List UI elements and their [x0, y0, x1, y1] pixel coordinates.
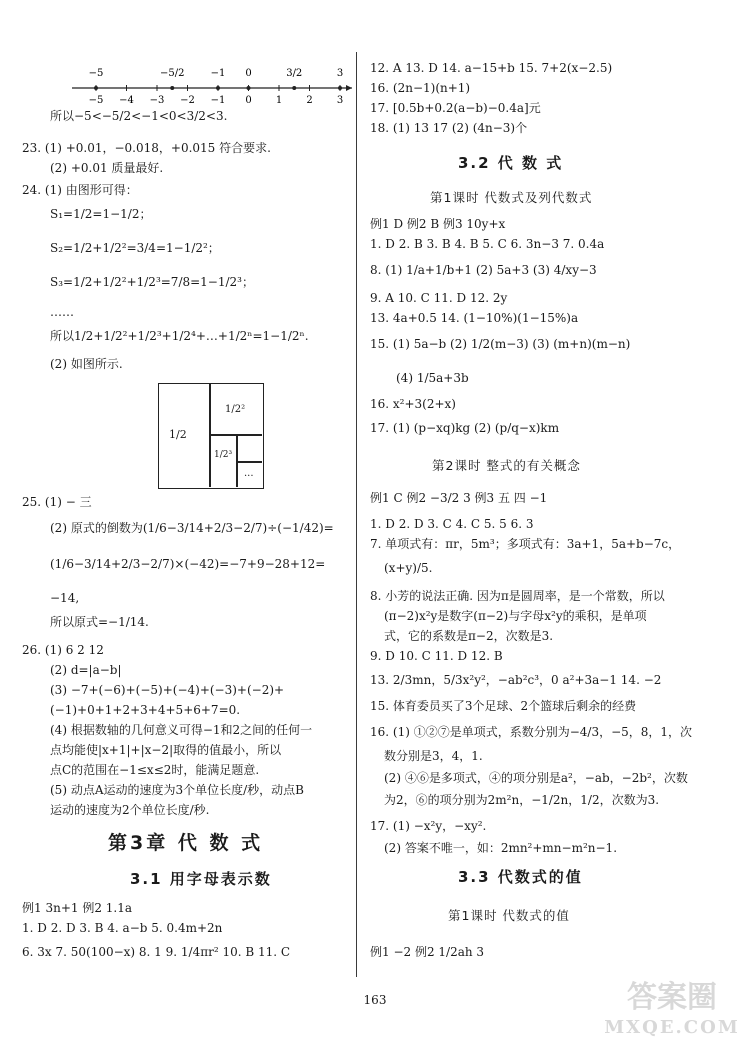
section-3-1-examples: 例1 3n+1 例2 1.1a — [22, 901, 133, 915]
s2-formula: S₂=1/2+1/2²=3/4=1−1/2²； — [50, 241, 220, 255]
lesson-2-answer-16-2: (2) ④⑥是多项式，④的项分别是a²，−ab，−2b²，次数 — [384, 771, 688, 785]
number-line-tick-label: −4 — [119, 95, 134, 106]
lesson-2-title: 第2课时 整式的有关概念 — [432, 458, 581, 473]
figure-label-quarter: 1/2² — [225, 404, 246, 415]
s1-formula: S₁=1/2=1−1/2； — [50, 207, 152, 221]
answer-24-1: 24. (1) 由图形可得： — [22, 183, 138, 197]
number-line-point — [292, 86, 296, 90]
lesson-2-answer-8-end: 式，它的系数是π−2，次数是3. — [384, 629, 554, 643]
lesson-1-answers-9-12: 9. A 10. C 11. D 12. 2y — [370, 291, 508, 305]
lesson-2-answer-8-cont: (π−2)x²y是数字(π−2)与字母x²y的乘积，是单项 — [384, 609, 647, 623]
answer-25-2: (2) 原式的倒数为(1/6−3/14+2/3−2/7)÷(−1/42)= — [50, 521, 334, 535]
number-line-point-label: −5 — [88, 68, 104, 79]
answers-12-15: 12. A 13. D 14. a−15+b 15. 7+2(x−2.5) — [370, 61, 613, 75]
lesson-2-answer-16-1-cont: 数分别是3，4，1. — [384, 749, 483, 763]
lesson-1-answers-13-14: 13. 4a+0.5 14. (1−10%)(1−15%)a — [370, 311, 579, 325]
figure-label-dots: ... — [244, 468, 254, 479]
answer-26-4-cont: 点均能使|x+1|+|x−2|取得的值最小，所以 — [50, 743, 282, 757]
number-line-point — [216, 86, 220, 90]
lesson-2-examples: 例1 C 例2 −3/2 3 例3 五 四 −1 — [370, 491, 548, 505]
answer-23-2: (2) +0.01 质量最好. — [50, 161, 164, 175]
answer-17: 17. [0.5b+0.2(a−b)−0.4a]元 — [370, 101, 541, 115]
lesson-2-answer-7-cont: (x+y)/5. — [384, 561, 433, 575]
number-line-point — [94, 86, 98, 90]
lesson-2-answer-8: 8. 小芳的说法正确. 因为π是圆周率，是一个常数，所以 — [370, 589, 665, 603]
number-line-point — [247, 86, 251, 90]
answer-25-final: 所以原式=−1/14. — [50, 615, 149, 629]
sum-formula: 所以1/2+1/2²+1/2³+1/2⁴+…+1/2ⁿ=1−1/2ⁿ. — [50, 329, 309, 343]
number-line-tick-label: 0 — [245, 95, 252, 106]
answer-26-1: 26. (1) 6 2 12 — [22, 643, 104, 657]
ellipsis-line: …… — [50, 305, 74, 319]
square-figure — [158, 383, 264, 489]
lesson-2-answer-16-2-cont: 为2，⑥的项分别为2m²n，−1/2n，1/2，次数为3. — [384, 793, 660, 807]
figure-label-eighth: 1/2³ — [214, 450, 233, 460]
lesson-2-answer-7: 7. 单项式有：πr，5m³；多项式有：3a+1，5a+b−7c， — [370, 537, 681, 551]
answer-26-3-cont: (−1)+0+1+2+3+4+5+6+7=0. — [50, 703, 241, 717]
answer-25-2-result: −14, — [50, 591, 80, 605]
watermark-line2: MXQE.COM — [604, 1017, 740, 1038]
lesson-2-answer-16-1: 16. (1) ①②⑦是单项式，系数分别为−4/3，−5，8，1，次 — [370, 725, 693, 739]
section-3-3-title: 3.3 代数式的值 — [458, 868, 583, 886]
figure-label-half: 1/2 — [169, 428, 187, 441]
watermark-line1: 答案圈 — [627, 980, 717, 1015]
answer-26-2: (2) d=|a−b| — [50, 663, 122, 677]
lesson-1-answers-1-7: 1. D 2. B 3. B 4. B 5. C 6. 3n−3 7. 0.4a — [370, 237, 605, 251]
watermark — [604, 971, 742, 1041]
number-line-point-label: −5/2 — [160, 68, 185, 79]
answer-16: 16. (2n−1)(n+1) — [370, 81, 471, 95]
section-3-1-answers-1: 1. D 2. D 3. B 4. a−b 5. 0.4m+2n — [22, 921, 223, 935]
answer-26-5: (5) 动点A运动的速度为3个单位长度/秒，动点B — [50, 783, 304, 797]
number-line-tick-label: −1 — [210, 95, 226, 106]
number-line-point — [170, 86, 174, 90]
lesson-2-answers-1-6: 1. D 2. D 3. C 4. C 5. 5 6. 3 — [370, 517, 534, 531]
number-line-tick-label: −5 — [88, 95, 104, 106]
inequality-line: 所以−5<−5/2<−1<0<3/2<3. — [50, 109, 228, 123]
section-3-2-title: 3.2 代 数 式 — [458, 154, 564, 172]
answer-26-5-cont: 运动的速度为2个单位长度/秒. — [50, 803, 210, 817]
number-line-tick-label: −2 — [180, 95, 195, 106]
lesson-1-answer-15-4: (4) 1/5a+3b — [396, 371, 469, 385]
number-line-tick-label: 2 — [306, 95, 313, 106]
lesson-1-answer-16: 16. x²+3(2+x) — [370, 397, 456, 411]
number-line-point-label: −1 — [210, 68, 226, 79]
page-number: 163 — [363, 993, 387, 1007]
lesson-2-answers-13-14: 13. 2/3mn，5/3x²y²，−ab²c³，0 a²+3a−1 14. −2 — [370, 673, 662, 687]
number-line — [70, 58, 355, 108]
number-line-tick-label: −3 — [149, 95, 165, 106]
answer-26-4-end: 点C的范围在−1≤x≤2时，能满足题意. — [50, 763, 260, 777]
answer-25-2-cont: (1/6−3/14+2/3−2/7)×(−42)=−7+9−28+12= — [50, 557, 326, 571]
lesson-2-answers-9-12: 9. D 10. C 11. D 12. B — [370, 649, 503, 663]
lesson-2-answer-17-2: (2) 答案不唯一，如：2mn²+mn−m²n−1. — [384, 841, 618, 855]
answer-23-1: 23. (1) +0.01，−0.018，+0.015 符合要求. — [22, 141, 271, 155]
lesson-2-answer-17-1: 17. (1) −x²y，−xy². — [370, 819, 487, 833]
lesson-1-answer-8: 8. (1) 1/a+1/b+1 (2) 5a+3 (3) 4/xy−3 — [370, 263, 597, 277]
chapter-title: 第3章 代 数 式 — [108, 832, 264, 854]
number-line-point — [338, 86, 342, 90]
answer-25-1: 25. (1) − 三 — [22, 495, 92, 509]
lesson-2-answer-15: 15. 体育委员买了3个足球、2个篮球后剩余的经费 — [370, 699, 637, 713]
number-line-tick-label: 3 — [336, 95, 344, 106]
answer-26-4: (4) 根据数轴的几何意义可得−1和2之间的任何一 — [50, 723, 313, 737]
number-line-point-label: 3/2 — [286, 68, 303, 79]
number-line-tick-label: 1 — [275, 95, 283, 106]
column-divider — [356, 52, 357, 977]
lesson-1-title: 第1课时 代数式及列代数式 — [430, 190, 593, 205]
answer-24-2: (2) 如图所示. — [50, 357, 123, 371]
section-3-1-title: 3.1 用字母表示数 — [130, 870, 272, 888]
answer-26-3: (3) −7+(−6)+(−5)+(−4)+(−3)+(−2)+ — [50, 683, 285, 697]
lesson-1-answer-17: 17. (1) (p−xq)kg (2) (p/q−x)km — [370, 421, 560, 435]
s3-formula: S₃=1/2+1/2²+1/2³=7/8=1−1/2³； — [50, 275, 254, 289]
lesson-3-title: 第1课时 代数式的值 — [448, 908, 570, 923]
answer-18: 18. (1) 13 17 (2) (4n−3)个 — [370, 121, 528, 135]
lesson-3-examples: 例1 −2 例2 1/2ah 3 — [370, 945, 485, 959]
section-3-1-answers-2: 6. 3x 7. 50(100−x) 8. 1 9. 1/4πr² 10. B 11. C — [22, 945, 291, 959]
lesson-1-examples: 例1 D 例2 B 例3 10y+x — [370, 217, 506, 231]
number-line-point-label: 3 — [336, 68, 344, 79]
lesson-1-answer-15: 15. (1) 5a−b (2) 1/2(m−3) (3) (m+n)(m−n) — [370, 337, 631, 351]
number-line-point-label: 0 — [245, 68, 252, 79]
